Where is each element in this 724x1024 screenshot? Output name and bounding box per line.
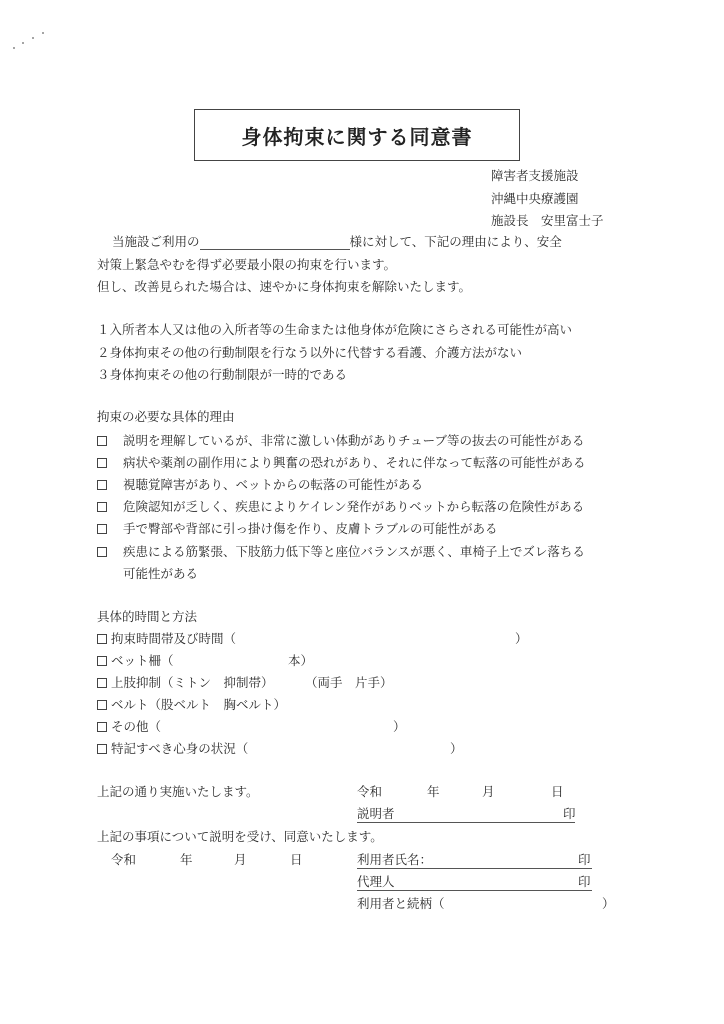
method-time-row: [97, 629, 236, 647]
user-name-blank[interactable]: [200, 234, 350, 250]
issuer-name: 沖縄中央療護園: [491, 191, 579, 206]
method-other-label: その他（: [111, 719, 162, 734]
agent-row: [357, 872, 592, 891]
condition-2: ２身体拘束その他の行動制限を行なう以外に代替する看護、介護方法がない: [97, 345, 523, 360]
reason-text: 視聴覚障害があり、ベットからの転落の可能性がある: [123, 477, 424, 492]
reason-item: [97, 519, 498, 537]
reason-checkbox[interactable]: [97, 480, 107, 490]
method-upper-label: 上肢抑制（ミトン 抑制帯）: [111, 675, 274, 690]
reason-text: 説明を理解しているが、非常に激しい体動がありチューブ等の抜去の可能性がある: [123, 433, 585, 448]
methods-heading: 具体的時間と方法: [97, 609, 198, 624]
method-checkbox[interactable]: [97, 744, 107, 754]
issuer-director: 施設長 安里富士子: [491, 213, 604, 228]
intro-line-2: 対策上緊急やむを得ず必要最小限の拘束を行います。: [97, 257, 397, 272]
reasons-heading: 拘束の必要な具体的理由: [97, 409, 235, 424]
execution-month: 月: [482, 784, 495, 799]
explainer-label: 説明者: [357, 806, 395, 821]
intro-line-3: 但し、改善見られた場合は、速やかに身体拘束を解除いたします。: [97, 279, 472, 294]
user-name-row: [357, 850, 592, 869]
reason-checkbox[interactable]: [97, 547, 107, 557]
method-time-label: 拘束時間帯及び時間（: [111, 631, 237, 646]
consent-month: 月: [234, 852, 247, 867]
explainer-seal: 印: [563, 806, 576, 821]
method-checkbox[interactable]: [97, 634, 107, 644]
scan-speck: [13, 47, 15, 49]
execution-era: 令和: [357, 784, 383, 799]
method-special-close: ）: [450, 741, 463, 756]
reason-checkbox[interactable]: [97, 502, 107, 512]
scan-speck: [32, 37, 34, 39]
issuer-type: 障害者支援施設: [491, 168, 579, 183]
method-checkbox[interactable]: [97, 722, 107, 732]
agent-label: 代理人: [357, 874, 395, 889]
method-checkbox[interactable]: [97, 678, 107, 688]
intro-line-1: [112, 232, 562, 250]
reason-text: 病状や薬剤の副作用により興奮の恐れがあり、それに伴なって転落の可能性がある: [123, 455, 586, 470]
method-upper-row: [97, 673, 274, 691]
method-bed-suffix: 本）: [288, 653, 314, 668]
reason-checkbox[interactable]: [97, 436, 107, 446]
reason-text: 手で臀部や背部に引っ掛け傷を作り、皮膚トラブルの可能性がある: [123, 521, 498, 536]
condition-3: ３身体拘束その他の行動制限が一時的である: [97, 367, 348, 382]
consent-year: 年: [180, 852, 193, 867]
method-time-close: ）: [515, 631, 528, 646]
relation-close: ）: [602, 896, 615, 911]
method-belt-row: [97, 695, 286, 713]
method-belt-label: ベルト（股ベルト 胸ベルト）: [111, 697, 287, 712]
reason-item: [97, 497, 584, 515]
method-special-label: 特記すべき心身の状況（: [111, 741, 249, 756]
scan-speck: [22, 42, 24, 44]
explainer-field[interactable]: [357, 804, 575, 823]
method-checkbox[interactable]: [97, 700, 107, 710]
method-other-close: ）: [393, 719, 406, 734]
explainer-row: [357, 804, 575, 823]
reason-text: 危険認知が乏しく、疾患によりケイレン発作がありベットから転落の危険性がある: [123, 499, 585, 514]
method-bed-label: ベット柵（: [111, 653, 174, 668]
relation-label: 利用者と続柄（: [357, 896, 445, 911]
reason-item: [97, 431, 585, 449]
method-special-row: [97, 739, 248, 757]
intro-line-1-pre: 当施設ご利用の: [112, 234, 200, 249]
agent-field[interactable]: [357, 872, 592, 891]
user-name-field[interactable]: [357, 850, 592, 869]
execution-day: 日: [551, 784, 564, 799]
execution-year: 年: [427, 784, 440, 799]
reason-checkbox[interactable]: [97, 524, 107, 534]
consent-statement: 上記の事項について説明を受け、同意いたします。: [97, 829, 383, 844]
condition-1: １入所者本人又は他の入所者等の生命または他身体が危険にさらされる可能性が高い: [97, 322, 573, 337]
intro-line-1-post: 様に対して、下記の理由により、安全: [349, 234, 562, 249]
method-bed-row: [97, 651, 174, 669]
method-other-row: [97, 717, 161, 735]
method-checkbox[interactable]: [97, 656, 107, 666]
reason-checkbox[interactable]: [97, 458, 107, 468]
consent-era: 令和: [111, 852, 137, 867]
title-box: [194, 109, 520, 161]
reason-item: [97, 542, 585, 560]
reason-item: [97, 453, 586, 471]
document-title: 身体拘束に関する同意書: [241, 124, 473, 149]
user-name-label: 利用者氏名：: [357, 852, 433, 867]
scan-speck: [42, 32, 44, 34]
agent-seal: 印: [578, 874, 591, 889]
consent-day: 日: [290, 852, 303, 867]
method-upper-options: （両手 片手）: [305, 675, 393, 690]
reason-text: 疾患による筋緊張、下肢筋力低下等と座位バランスが悪く、車椅子上でズレ落ちる: [123, 544, 585, 559]
execution-statement: 上記の通り実施いたします。: [97, 784, 259, 799]
reason-item: [97, 475, 423, 493]
user-name-seal: 印: [578, 852, 591, 867]
reason-item-continuation: 可能性がある: [123, 566, 199, 581]
